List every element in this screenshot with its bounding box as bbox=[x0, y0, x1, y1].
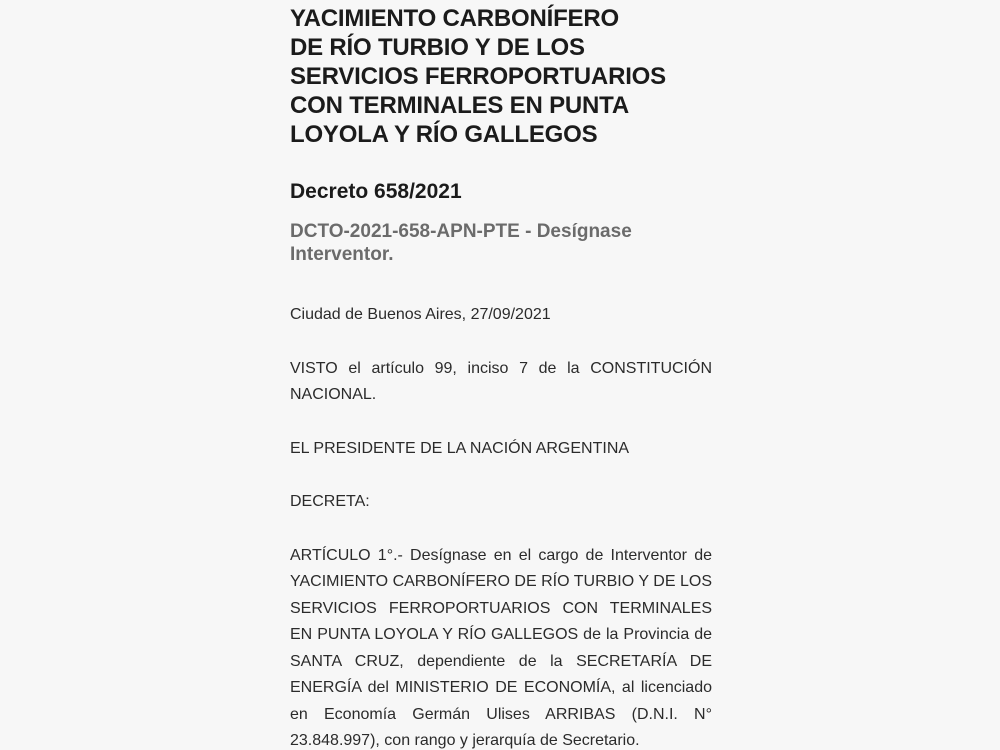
presidente-paragraph: EL PRESIDENTE DE LA NACIÓN ARGENTINA bbox=[290, 439, 630, 457]
document-title bbox=[290, 4, 712, 149]
title-line-4: CON TERMINALES EN PUNTA bbox=[290, 92, 629, 119]
document-body bbox=[290, 4, 712, 750]
title-line-2: DE RÍO TURBIO Y DE LOS bbox=[290, 34, 585, 61]
visto-paragraph: VISTO el artículo 99, inciso 7 de la CONSTITUCIÓN NACIONAL. bbox=[290, 359, 712, 403]
decree-number: Decreto 658/2021 bbox=[290, 180, 462, 203]
city-date: Ciudad de Buenos Aires, 27/09/2021 bbox=[290, 306, 551, 323]
title-line-3: SERVICIOS FERROPORTUARIOS bbox=[290, 63, 666, 90]
decree-code: DCTO-2021-658-APN-PTE - Desígnase Interventor. bbox=[290, 221, 632, 265]
decreta-paragraph: DECRETA: bbox=[290, 493, 370, 510]
articulo-1-paragraph: ARTÍCULO 1°.- Desígnase en el cargo de Interventor de YACIMIENTO CARBONÍFERO DE RÍO TURBIO Y DE LOS SERVICIOS FERROPORTUARIOS CON TERMINALES EN PUNTA LOYOLA Y RÍO GALLEGOS de la Provincia de SANTA CRUZ, dependiente de la SECRETARÍA DE ENERGÍA del MINISTERIO DE ECONOMÍA, al licenciado en Economía Germán Ulises ARRIBAS (D.N.I. N° 23.848.997), con rango y jerarquía de Secretario. bbox=[290, 546, 712, 749]
title-line-5: LOYOLA Y RÍO GALLEGOS bbox=[290, 121, 598, 148]
title-line-1: YACIMIENTO CARBONÍFERO bbox=[290, 5, 619, 32]
